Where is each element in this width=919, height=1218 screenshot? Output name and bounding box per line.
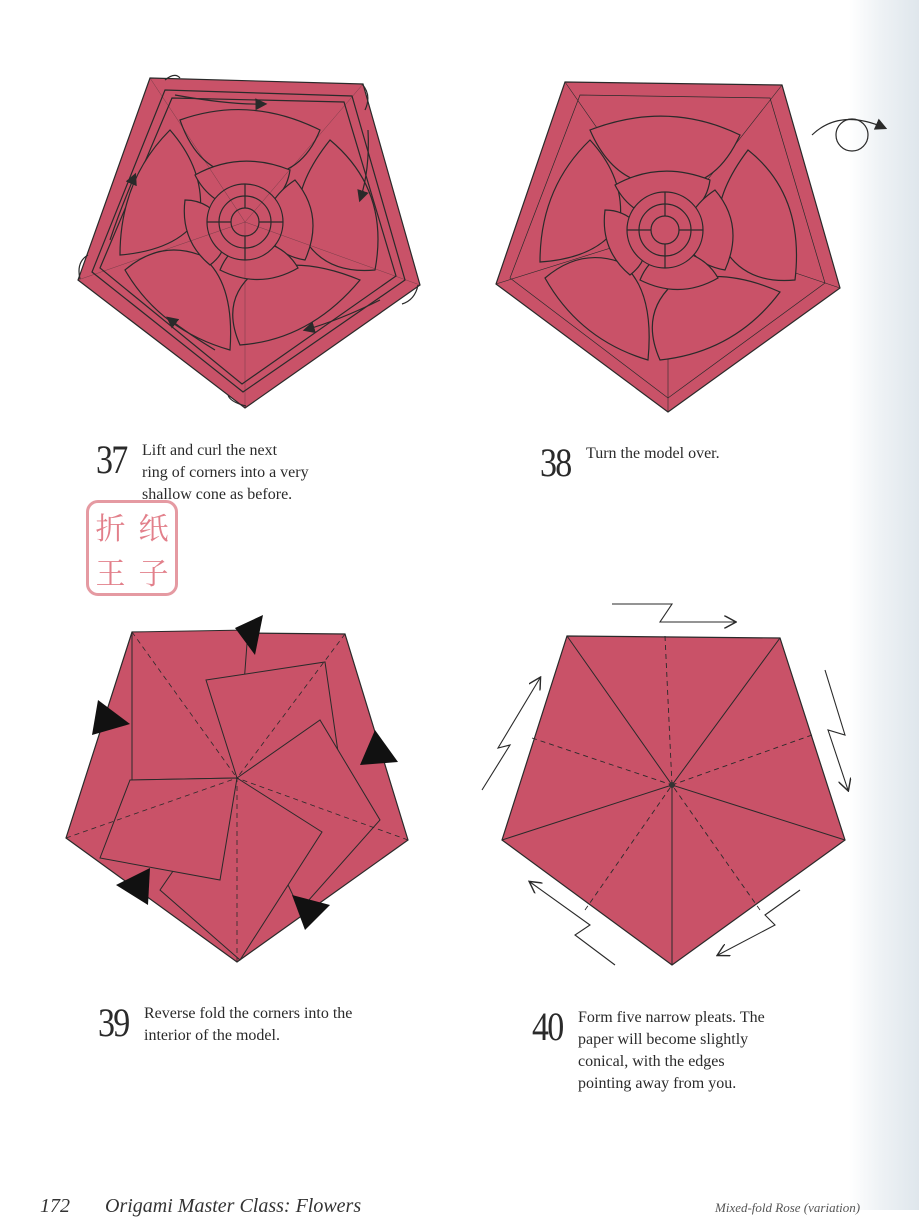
step-37-diagram xyxy=(78,75,420,408)
seal-char: 纸 xyxy=(138,511,169,547)
step-39-caption xyxy=(98,1000,353,1047)
step-39-diagram xyxy=(66,615,408,962)
step-number: 39 xyxy=(98,1000,129,1045)
step-38-diagram xyxy=(496,82,885,412)
step-number: 40 xyxy=(532,1004,563,1049)
step-number: 37 xyxy=(96,437,127,482)
footer-right-text: Mixed-fold Rose (variation) xyxy=(715,1200,861,1215)
step-40-diagram xyxy=(482,604,848,965)
step-40-caption xyxy=(532,1004,765,1095)
seal-char: 折 xyxy=(95,511,126,547)
step-38-caption xyxy=(540,440,720,485)
book-title: Origami Master Class: Flowers xyxy=(105,1195,362,1217)
seal-char: 王 xyxy=(95,556,126,592)
step-instruction: Turn the model over. xyxy=(586,445,720,462)
step-instruction: Lift and curl the next ring of corners into a very shallow cone as before. xyxy=(142,442,309,503)
page-footer xyxy=(40,1195,391,1218)
page-number: 172 xyxy=(40,1195,70,1217)
step-number: 38 xyxy=(540,440,571,485)
step-37-caption xyxy=(96,437,309,506)
seal-stamp xyxy=(86,500,178,596)
seal-char: 子 xyxy=(138,556,169,592)
step-instruction: Form five narrow pleats. The paper will become slightly conical, with the edges pointing away from you. xyxy=(578,1009,765,1092)
step-instruction: Reverse fold the corners into the interior of the model. xyxy=(144,1005,353,1044)
